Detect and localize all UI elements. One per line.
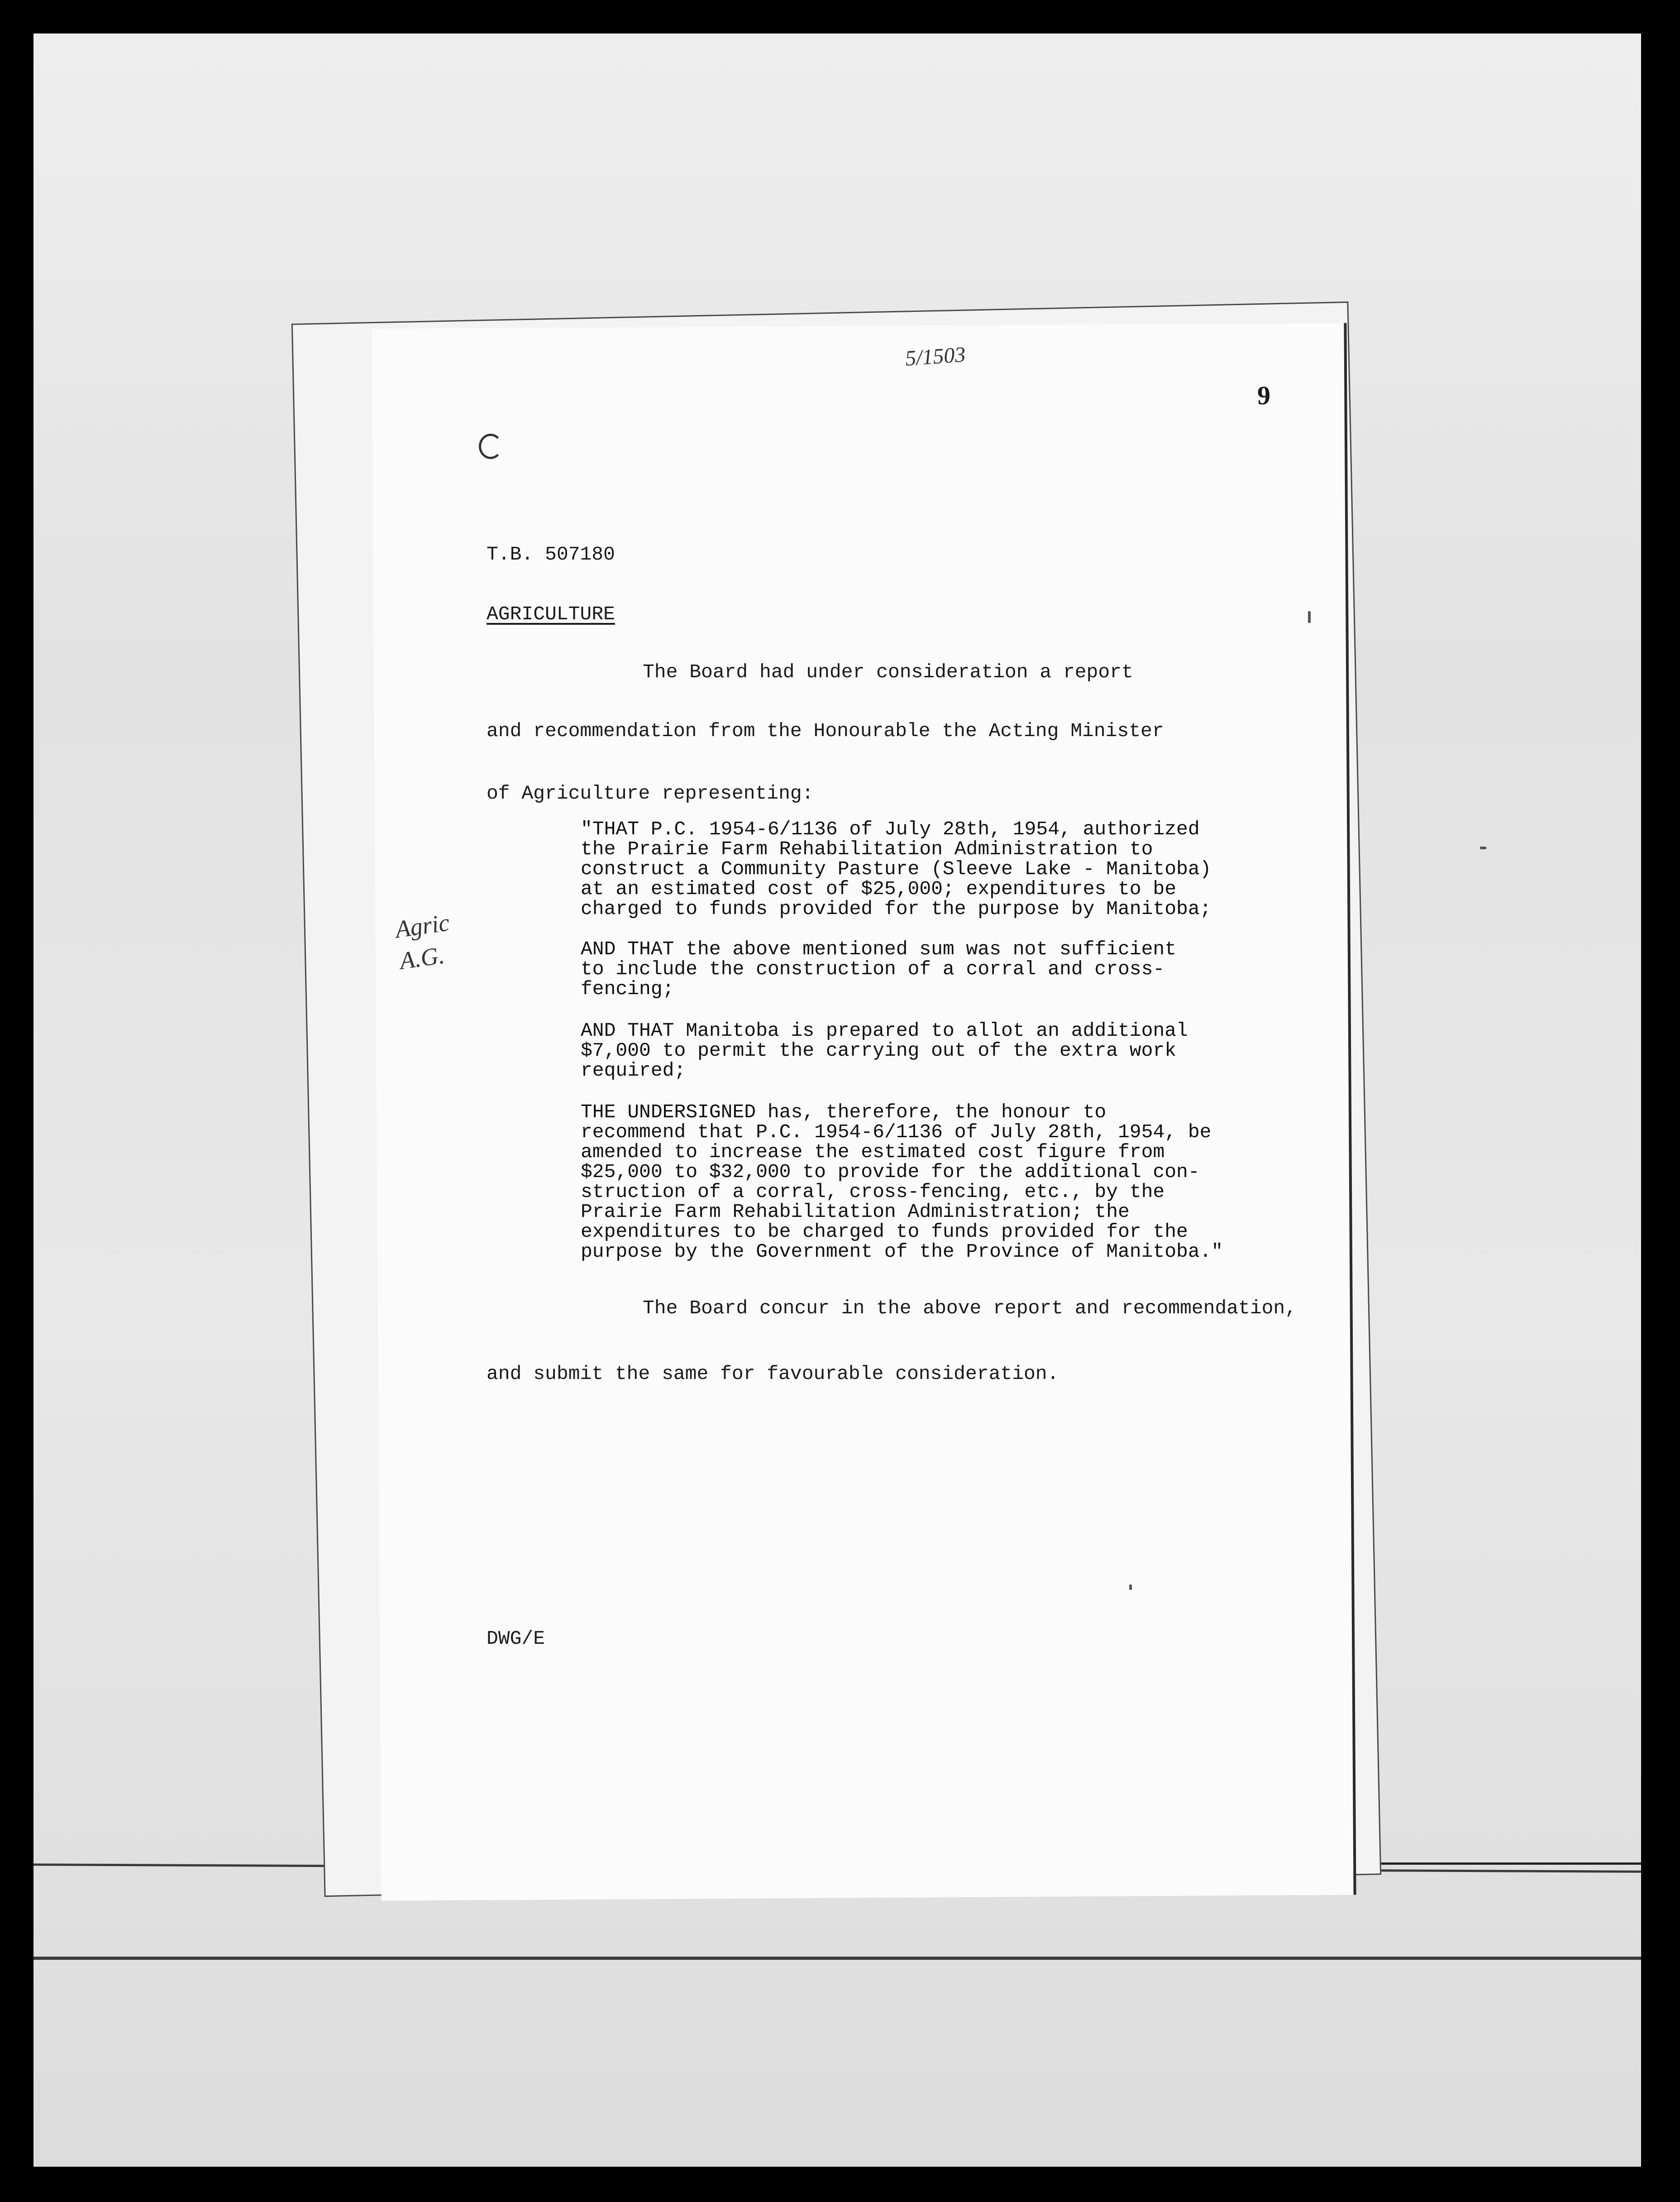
quoted-paragraph-4: THE UNDERSIGNED has, therefore, the honour to recommend that P.C. 1954-6/1136 of July 28th, 1954, be amended to increase the estimated cost figure from $25,000 to $32,000 to provide for the additional con- struction of a corral, cross-fencing, etc., by the Prairie Farm Rehabilitation Administration; the expenditures to be charged to funds provided for the purpose by the Government of the Province of Manitoba.": [581, 1101, 1223, 1263]
typist-initials: DWG/E: [487, 1628, 545, 1650]
scan-line-lower: [33, 1957, 1641, 1960]
scan-speck: [1480, 847, 1486, 849]
intro-line-2: and recommendation from the Honourable the Acting Minister: [487, 720, 1164, 742]
quoted-paragraph-1: "THAT P.C. 1954-6/1136 of July 28th, 1954, authorized the Prairie Farm Rehabilitation Administration to construct a Community Pasture (Sleeve Lake - Manitoba) at an estimated cost of $25,000; expenditures to be charged to funds provided for the purpose by Manitoba;: [581, 818, 1212, 920]
quoted-paragraph-3: AND THAT Manitoba is prepared to allot an additional $7,000 to permit the carrying out of the extra work required;: [581, 1020, 1188, 1082]
section-heading: AGRICULTURE: [487, 603, 615, 625]
handwritten-file-number: 5/1503: [904, 342, 967, 371]
conclusion-line-2: and submit the same for favourable consideration.: [487, 1363, 1059, 1385]
handwritten-margin-note: Agric A.G.: [393, 909, 451, 975]
intro-line-1: The Board had under consideration a report: [643, 661, 1133, 683]
quoted-paragraph-2: AND THAT the above mentioned sum was not sufficient to include the construction of a corral and cross- fencing;: [581, 938, 1177, 1000]
sheet-edge-shadow: [1346, 1862, 1641, 1865]
conclusion-line-1: The Board concur in the above report and recommendation,: [643, 1297, 1297, 1319]
reference-number: T.B. 507180: [487, 543, 615, 565]
stamp-mark: [479, 434, 502, 459]
page-number: 9: [1257, 381, 1270, 410]
scan-speck: [1129, 1584, 1132, 1590]
intro-line-3: of Agriculture representing:: [487, 782, 814, 804]
scan-speck: [1308, 611, 1311, 623]
